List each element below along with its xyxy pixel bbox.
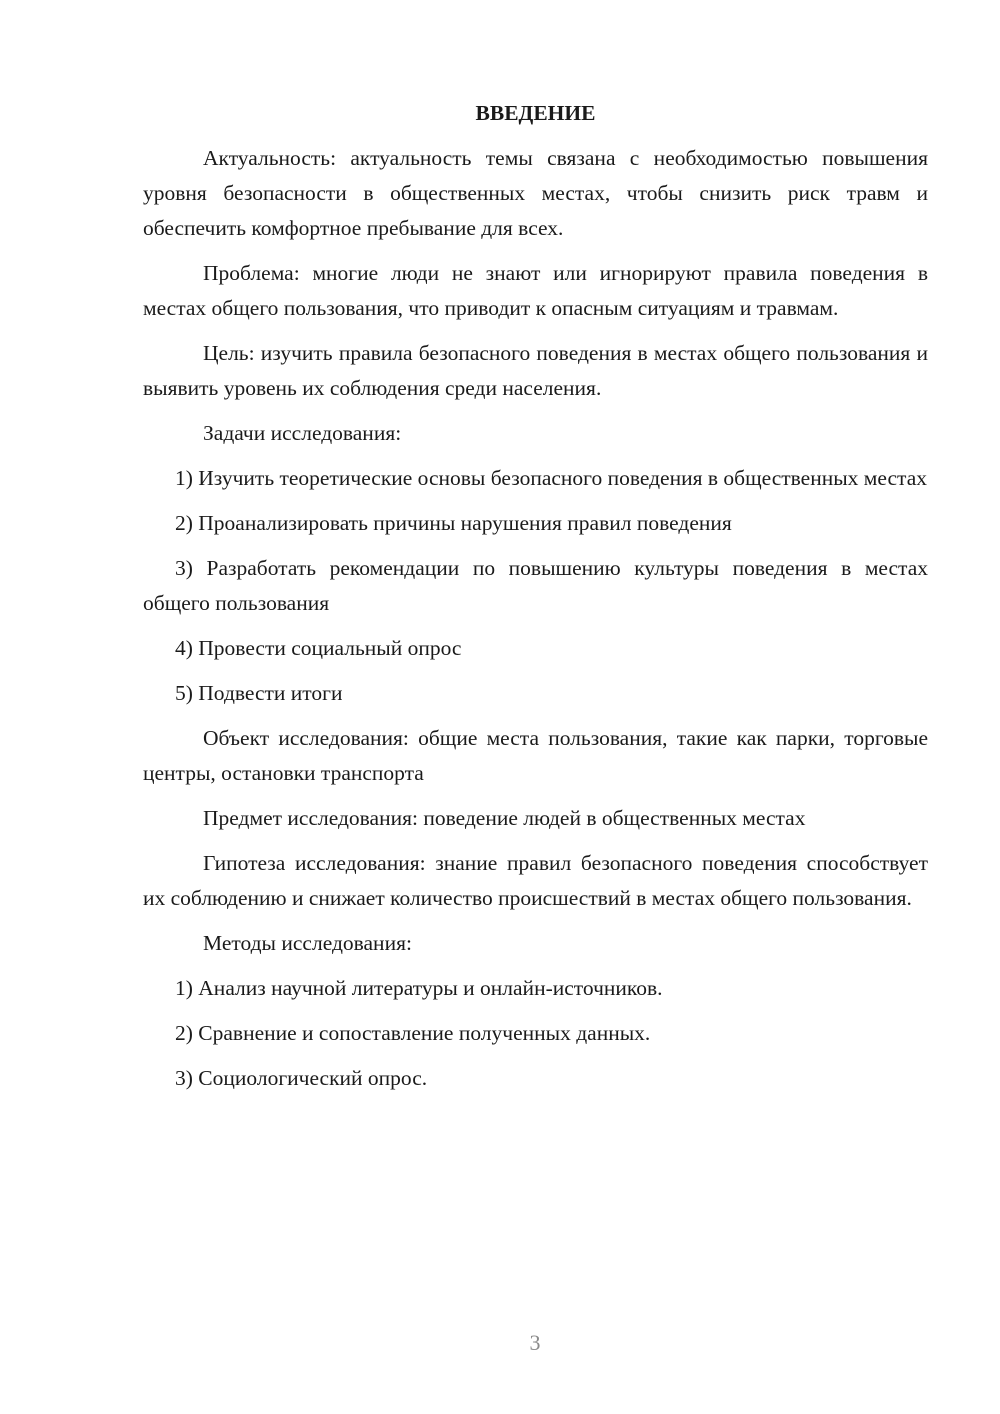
paragraph-problem: Проблема: многие люди не знают или игнорируют правила поведения в местах общего пользования, что приводит к опасным ситуациям и травмам.	[143, 261, 928, 320]
list-item-task-3: 3) Разработать рекомендации по повышению культуры поведения в местах общего пользования	[143, 556, 928, 615]
paragraph-relevance: Актуальность: актуальность темы связана с необходимостью повышения уровня безопасности в общественных местах, чтобы снизить риск травм и обеспечить комфортное пребывание для всех.	[143, 146, 928, 240]
list-item-task-2: 2) Проанализировать причины нарушения правил поведения	[175, 511, 732, 535]
paragraph-methods-heading: Методы исследования:	[203, 931, 412, 955]
list-item-method-3: 3) Социологический опрос.	[175, 1066, 428, 1090]
paragraph-tasks-heading: Задачи исследования:	[203, 421, 402, 445]
paragraph-hypothesis: Гипотеза исследования: знание правил безопасного поведения способствует их соблюдению и снижает количество происшествий в местах общего пользования.	[143, 851, 928, 910]
page-title: ВВЕДЕНИЕ	[475, 101, 596, 125]
paragraph-object: Объект исследования: общие места пользования, такие как парки, торговые центры, остановки транспорта	[143, 726, 928, 785]
list-item-task-1: 1) Изучить теоретические основы безопасного поведения в общественных местах	[175, 466, 927, 490]
list-item-method-1: 1) Анализ научной литературы и онлайн-источников.	[175, 976, 663, 1000]
list-item-method-2: 2) Сравнение и сопоставление полученных данных.	[175, 1021, 651, 1045]
paragraph-subject: Предмет исследования: поведение людей в общественных местах	[203, 806, 806, 830]
page-content	[143, 96, 928, 1106]
page-number: 3	[529, 1330, 541, 1355]
list-item-task-4: 4) Провести социальный опрос	[175, 636, 462, 660]
paragraph-goal: Цель: изучить правила безопасного поведения в местах общего пользования и выявить уровень их соблюдения среди населения.	[143, 341, 928, 400]
list-item-task-5: 5) Подвести итоги	[175, 681, 343, 705]
